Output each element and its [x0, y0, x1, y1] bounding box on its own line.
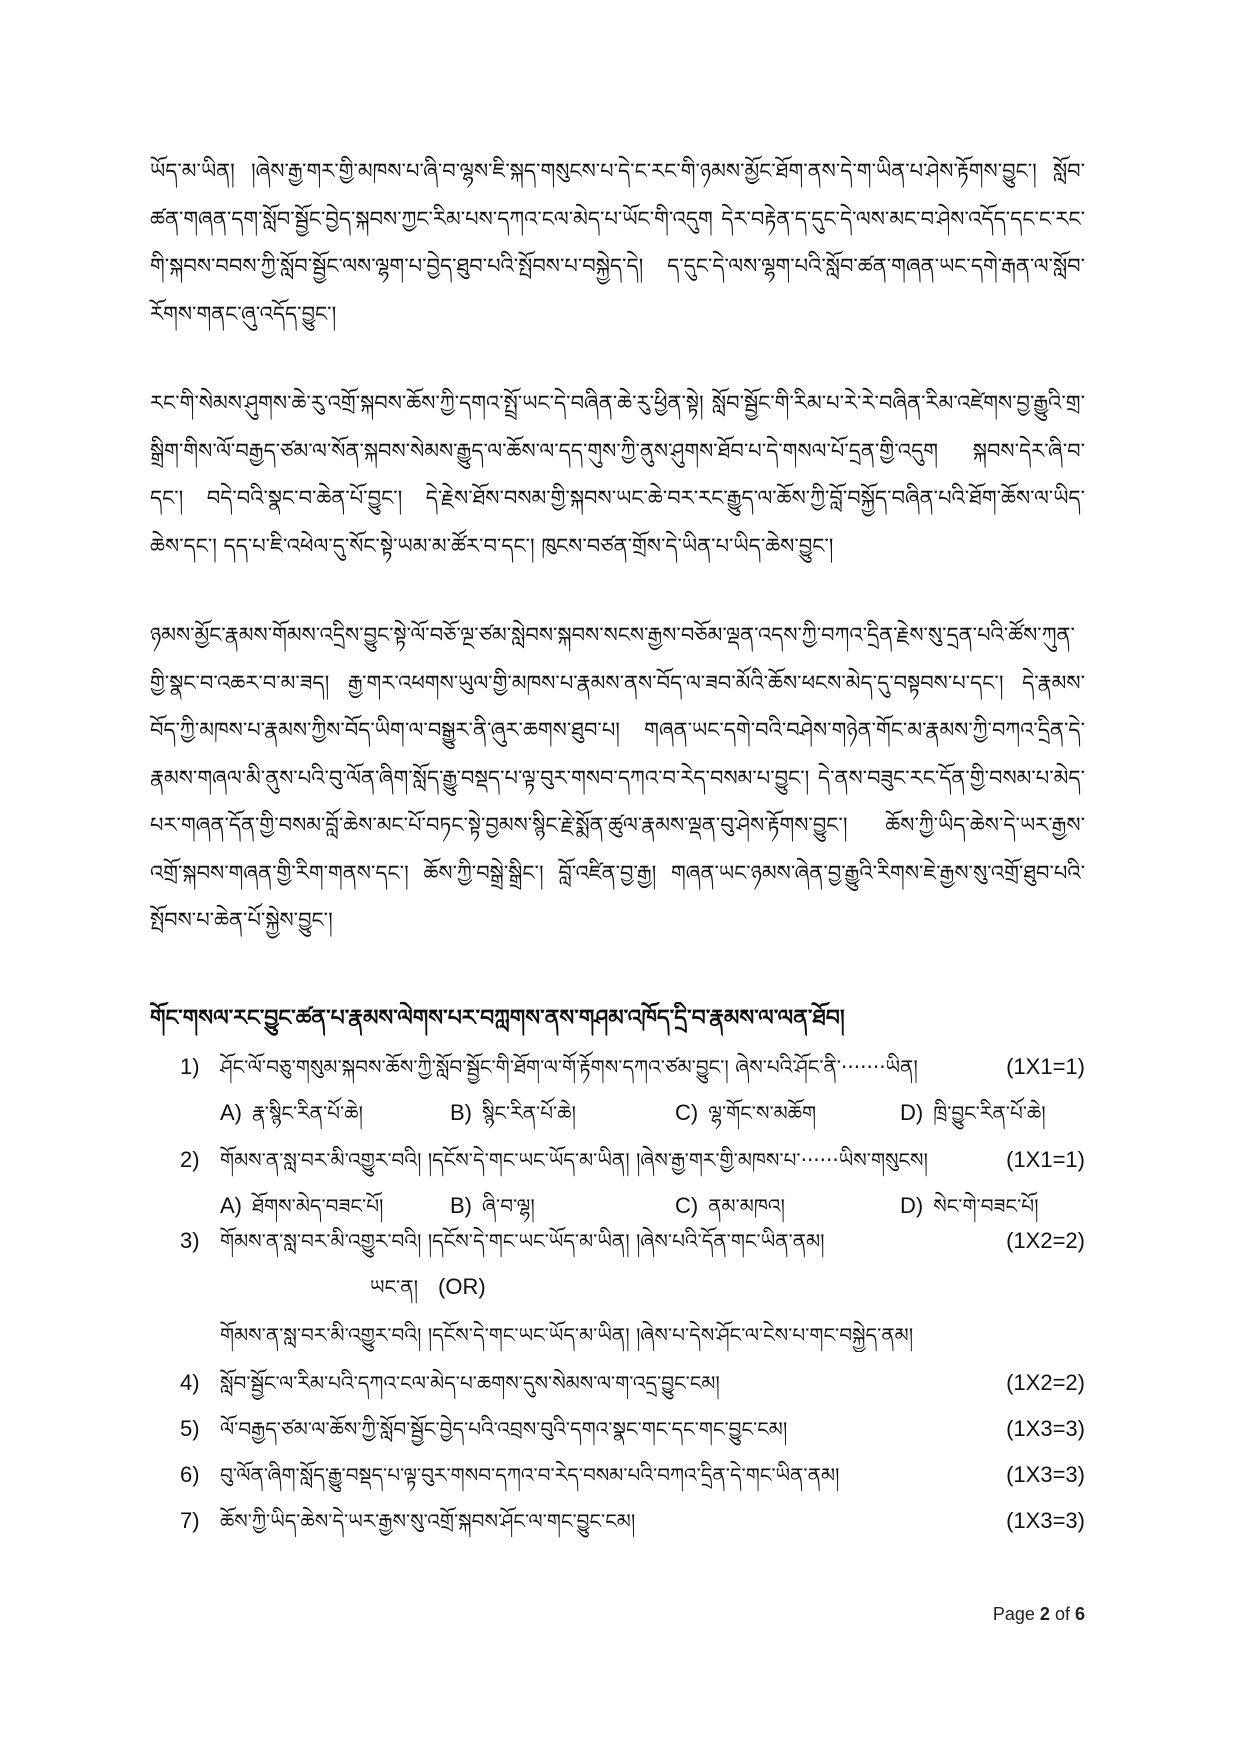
question-number: 2): [180, 1147, 200, 1172]
or-english: (OR): [438, 1274, 486, 1299]
question-number: 4): [180, 1370, 200, 1395]
paragraph-3: ཉམས་མྱོང་རྣམས་གོམས་འདྲིས་བྱུང་སྟེ་ལོ་བཅོ་ལྔ་ཙམ་སླེབས་སྐབས་སངས་རྒྱས་བཅོམ་ལྡན་འདས་ཀྱི་བཀའ་དྲིན་རྗེས་སུ་དྲན་པའི་ཚོས་ཀུན་གྱི་སྣང་བ་འཆར་བ་མ་ཟད། རྒྱ་གར་འཕགས་ཡུལ་གྱི་མཁས་པ་རྣམས་ནས་བོད་ལ་ཟབ་མོའི་ཆོས་ཕངས་མེད་དུ་བསྟབས་པ་དང་། དེ་རྣམས་བོད་ཀྱི་མཁས་པ་རྣམས་ཀྱིས་བོད་ཡིག་ལ་བསྒྱུར་ནི་ཞུར་ཆགས་ཐུབ་པ། གཞན་ཡང་དགེ་བའི་བཤེས་གཉེན་གོང་མ་རྣམས་ཀྱི་བཀའ་དྲིན་དེ་རྣམས་གཞལ་མི་ནུས་པའི་བུ་ལོན་ཞིག་སློད་རྒྱུ་བསྡད་པ་ལྟ་བུར་གསབ་དཀའ་བ་རེད་བསམ་པ་བྱུང་། དེ་ནས་བཟུང་རང་དོན་གྱི་བསམ་པ་མེད་པར་གཞན་དོན་གྱི་བསམ་བློ་ཆེས་མང་པོ་བཏང་སྟེ་བྱམས་སྙིང་རྗེ་སྨོན་ཚུལ་རྣམས་ལྡན་བུ་ཤེས་རྟོགས་བྱུང་། ཆོས་ཀྱི་ཡིད་ཆེས་དེ་ཡར་རྒྱས་འགྲོ་སྐབས་གཞན་གྱི་རིག་གནས་དང་། ཆོས་ཀྱི་བསྒྲེ་སྒྲིང་། བློ་འཛིན་བྱ་རྒྱ། གཞན་ཡང་ཉམས་ཞེན་བྱ་རྒྱུའི་རིགས་ཇེ་རྒྱས་སུ་འགྲོ་ཐུབ་པའི་སྤོབས་པ་ཆེན་པོ་སྐྱེས་བྱུང་།: [150, 623, 1085, 932]
question-text: གོམས་ན་སླ་བར་མི་འགྱུར་བའི། །དངོས་དེ་གང་ཡང་ཡོད་མ་ཡིན། །ཞེས་རྒྱ་གར་གྱི་མཁས་པ་······ཡིས་གསུངས།: [220, 1148, 928, 1172]
question-text: བུ་ལོན་ཞིག་སློད་རྒྱུ་བསྡད་པ་ལྟ་བུར་གསབ་དཀའ་བ་རེད་བསམ་པའི་བཀའ་དྲིན་དེ་གང་ཡིན་ནམ།: [220, 1463, 840, 1487]
question-text: ཤོང་ལོ་བཅུ་གསུམ་སྐབས་ཆོས་ཀྱི་སློབ་སྦྱོང་གི་ཐོག་ལ་གོ་རྟོགས་དཀའ་ཙམ་བྱུང་། ཞེས་པའི་ཤོང་ནི་·······ཡིན།: [220, 1055, 918, 1079]
option-b: B) སྙིང་རིན་པོ་ཆེ།: [450, 1100, 576, 1125]
option-d: D) ཁྲི་བྱུང་རིན་པོ་ཆེ།: [900, 1100, 1046, 1125]
question-marks: (1X3=3): [1006, 1508, 1085, 1533]
question-marks: (1X3=3): [1006, 1462, 1085, 1487]
or-separator: [370, 1270, 486, 1304]
question-marks: (1X1=1): [1006, 1147, 1085, 1172]
option-a: A) རྣ་སྙིང་རིན་པོ་ཆེ།: [220, 1100, 363, 1125]
or-tibetan: ཡང་ན།: [370, 1275, 419, 1299]
question-text: སློབ་སྦྱོང་ལ་རིམ་པའི་དཀའ་ངལ་མེད་པ་ཆགས་དུས་སེམས་ལ་ག་འདྲ་བྱུང་ངམ།: [220, 1371, 720, 1395]
paragraph-1: ཡོད་མ་ཡིན། །ཞེས་རྒྱ་གར་གྱི་མཁས་པ་ཞི་བ་ལྷས་ཇི་སྐད་གསུངས་པ་དེ་ང་རང་གི་ཉམས་མྱོང་ཐོག་ནས་དེ་ག་ཡིན་པ་ཤེས་རྟོགས་བྱུང་། སློབ་ཚན་གཞན་དག་སློབ་སྦྱོང་བྱེད་སྐབས་ཀྱང་རིམ་པས་དཀའ་ངལ་མེད་པ་ཡོང་གི་འདུག དེར་བརྟེན་ད་དུང་དེ་ལས་མང་བ་ཤེས་འདོད་དང་ང་རང་གི་སྐབས་བབས་ཀྱི་སློབ་སྦྱོང་ལས་ལྷག་པ་བྱེད་ཐུབ་པའི་སྤོབས་པ་བསྐྱེད་དེ། ད་དུང་དེ་ལས་ལྷག་པའི་སློབ་ཚན་གཞན་ཡང་དགེ་རྒན་ལ་སློབ་རོགས་གནང་ཞུ་འདོད་བྱུང་།: [150, 159, 1085, 326]
question-number: 7): [180, 1508, 200, 1533]
question-text: ལོ་བརྒྱད་ཙམ་ལ་ཆོས་ཀྱི་སློབ་སྦྱོང་བྱེད་པའི་འབྲས་བུའི་དགའ་སྣང་གང་དང་གང་བྱུང་ངམ།: [220, 1417, 788, 1441]
question-number: 3): [180, 1228, 200, 1253]
question-number: 5): [180, 1416, 200, 1441]
paragraph-2: རང་གི་སེམས་ཤུགས་ཆེ་རུ་འགྲོ་སྐབས་ཆོས་ཀྱི་དགའ་སྤྲོ་ཡང་དེ་བཞིན་ཆེ་རུ་ཕྱིན་སྟེ། སློབ་སྦྱོང་གི་རིམ་པ་རེ་རེ་བཞིན་རིམ་འཛེགས་བྱ་རྒྱུའི་གྲ་སྒྲིག་གིས་ལོ་བརྒྱད་ཙམ་ལ་སོན་སྐབས་སེམས་རྒྱུད་ལ་ཆོས་ལ་དད་གུས་ཀྱི་ནུས་ཤུགས་ཐོབ་པ་དེ་གསལ་པོ་དྲན་གྱི་འདུག སྐབས་དེར་ཞི་བ་དང་། བདེ་བའི་སྣང་བ་ཆེན་པོ་བྱུང་། དེ་རྗེས་ཐོས་བསམ་གྱི་སྐབས་ཡང་ཆེ་བར་རང་རྒྱུད་ལ་ཆོས་ཀྱི་བློ་བསྐྱོད་བཞིན་པའི་ཐོག་ཆོས་ལ་ཡིད་ཆེས་དང་། དད་པ་ཇི་འཕེལ་དུ་སོང་སྟེ་ཡམ་མ་ཚོར་བ་དང་། ཁུངས་བཙན་གྲོས་དེ་ཡིན་པ་ཡིད་ཆེས་བྱུང་།: [150, 391, 1085, 558]
question-3-alternative: གོམས་ན་སླ་བར་མི་འགྱུར་བའི། །དངོས་དེ་གང་ཡང་ཡོད་མ་ཡིན། །ཞེས་པ་དེས་ཤོང་ལ་ངེས་པ་གང་བསྐྱེད་ནམ།: [220, 1323, 914, 1347]
question-number: 1): [180, 1054, 200, 1079]
question-marks: (1X2=2): [1006, 1228, 1085, 1253]
question-marks: (1X1=1): [1006, 1054, 1085, 1079]
question-number: 6): [180, 1462, 200, 1487]
question-marks: (1X3=3): [1006, 1416, 1085, 1441]
option-c: C) ནམ་མཁའ།: [675, 1193, 785, 1218]
option-c: C) ལྷ་གོང་ས་མཆོག: [675, 1100, 817, 1125]
question-1-options: [220, 1096, 1090, 1130]
page-number: Page 2 of 6: [992, 1604, 1085, 1624]
questions-heading: གོང་གསལ་རང་བྱུང་ཚན་པ་རྣམས་ལེགས་པར་བཀླགས་ནས་གཤམ་འཁོད་དྲི་བ་རྣམས་ལ་ལན་ཐོབ།: [150, 1006, 845, 1031]
option-d: D) སེང་གེ་བཟང་པོ།: [900, 1193, 1039, 1218]
question-text: གོམས་ན་སླ་བར་མི་འགྱུར་བའི། །དངོས་དེ་གང་ཡང་ཡོད་མ་ཡིན། །ཞེས་པའི་དོན་གང་ཡིན་ནམ།: [220, 1229, 825, 1253]
question-2-options: [220, 1189, 1090, 1223]
question-text: ཆོས་ཀྱི་ཡིད་ཆེས་དེ་ཡར་རྒྱས་སུ་འགྲོ་སྐབས་ཤོང་ལ་གང་བྱུང་ངམ།: [220, 1509, 636, 1533]
option-a: A) ཐོགས་མེད་བཟང་པོ།: [220, 1193, 384, 1218]
question-marks: (1X2=2): [1006, 1370, 1085, 1395]
option-b: B) ཞི་བ་ལྷ།: [450, 1193, 535, 1218]
